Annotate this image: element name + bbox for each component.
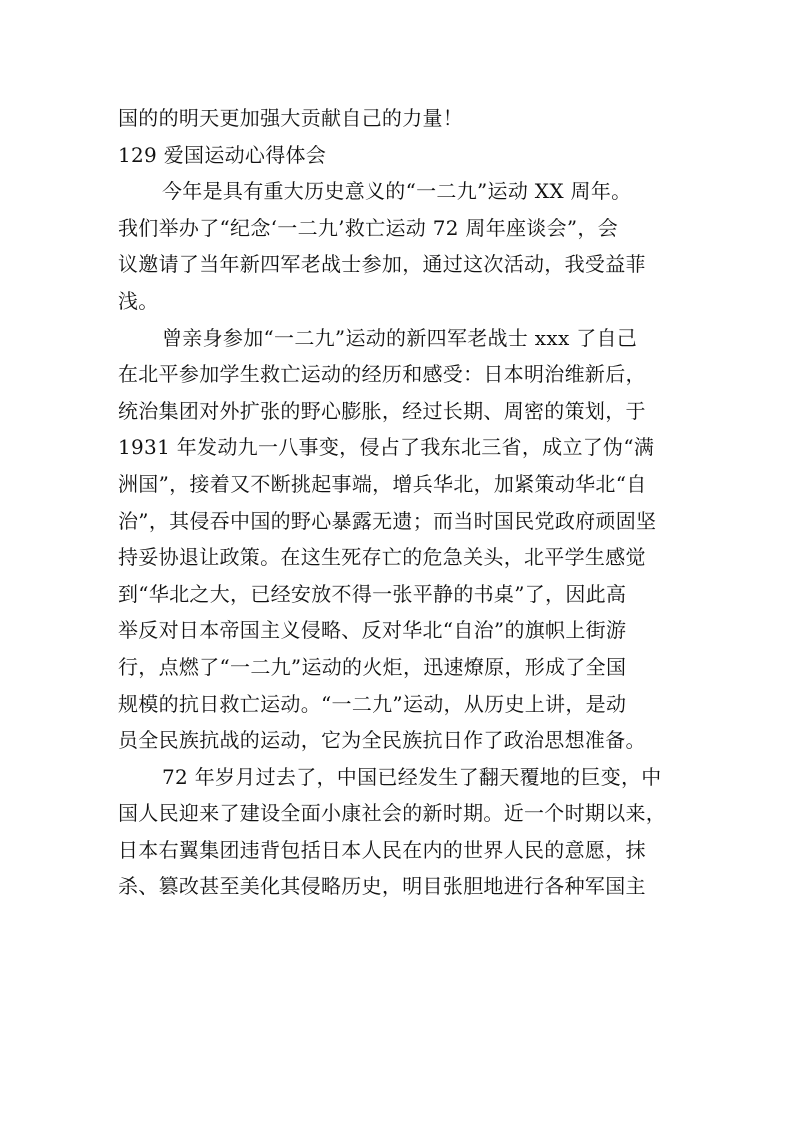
text-line: 日本右翼集团违背包括日本人民在内的世界人民的意愿，抹 <box>118 837 646 862</box>
text-line: 统治集团对外扩张的野心膨胀，经过长期、周密的策划，于 <box>118 398 646 423</box>
text-line: 杀、篡改甚至美化其侵略历史，明目张胆地进行各种军国主 <box>118 874 646 899</box>
paragraph-1 <box>118 173 690 319</box>
paragraph-3 <box>118 759 690 905</box>
text-line: 今年是具有重大历史意义的“一二九”运动 XX 周年。 <box>162 179 632 204</box>
text-line: 在北平参加学生救亡运动的经历和感受：日本明治维新后， <box>118 362 646 387</box>
text-line: 议邀请了当年新四军老战士参加，通过这次活动，我受益菲 <box>118 252 646 277</box>
essay-heading: 129 爱国运动心得体会 <box>118 142 327 167</box>
text-line: 72 年岁月过去了，中国已经发生了翻天覆地的巨变，中 <box>162 764 662 789</box>
text-line: 规模的抗日救亡运动。“一二九”运动，从历史上讲，是动 <box>118 691 627 716</box>
text-line: 举反对日本帝国主义侵略、反对华北“自治”的旗帜上街游 <box>118 618 627 643</box>
continuation-line: 国的的明天更加强大贡献自己的力量！ <box>118 106 464 130</box>
text-line: 国人民迎来了建设全面小康社会的新时期。近一个时期以来， <box>118 801 667 826</box>
paragraph-2 <box>118 320 690 759</box>
text-line: 我们举办了“纪念‘一二九’救亡运动 72 周年座谈会”，会 <box>118 215 619 240</box>
text-line: 行，点燃了“一二九”运动的火炬，迅速燎原，形成了全国 <box>118 654 627 679</box>
text-line: 到“华北之大，已经安放不得一张平静的书桌”了，因此高 <box>118 581 627 606</box>
text-line: 浅。 <box>118 288 159 313</box>
text-line: 1931 年发动九一八事变，侵占了我东北三省，成立了伪“满 <box>118 435 655 460</box>
text-line: 持妥协退让政策。在这生死存亡的危急关头，北平学生感觉 <box>118 545 646 570</box>
text-line: 治”，其侵吞中国的野心暴露无遗；而当时国民党政府顽固坚 <box>118 508 657 533</box>
text-line: 员全民族抗战的运动，它为全民族抗日作了政治思想准备。 <box>118 728 646 753</box>
text-line: 洲国”，接着又不断挑起事端，增兵华北，加紧策动华北“自 <box>118 471 647 496</box>
document-body <box>118 100 690 905</box>
text-line: 曾亲身参加“一二九”运动的新四军老战士 xxx 了自己 <box>162 325 638 350</box>
